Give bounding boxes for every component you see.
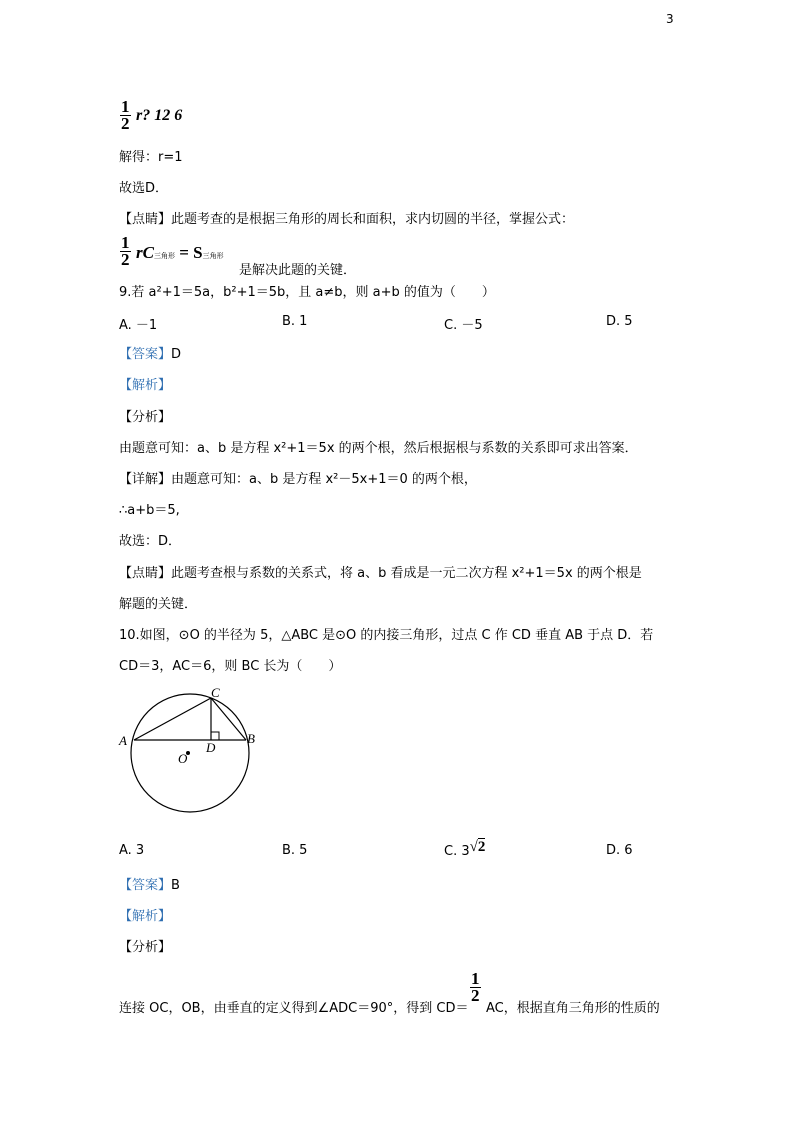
- q9-answer: 【答案】D: [119, 347, 182, 362]
- q9-therefore: ∴a+b＝5,: [119, 503, 180, 518]
- q9-option-d: D. 5: [606, 314, 633, 329]
- segment-cb: [211, 698, 246, 740]
- segment-ac: [134, 698, 211, 740]
- q10-option-b: B. 5: [282, 843, 308, 858]
- q9-comment-line-1: 【点睛】此题考查根与系数的关系式，将 a、b 看成是一元二次方程 x²+1＝5x 的两个根是: [119, 566, 642, 581]
- q9-option-b: B. 1: [282, 314, 308, 329]
- q10-stem-line-2: CD＝3，AC＝6，则 BC 长为（ ）: [119, 659, 342, 674]
- q10-stem-line-1: 10.如图，⊙O 的半径为 5，△ABC 是⊙O 的内接三角形，过点 C 作 CD 垂直 AB 于点 D．若: [119, 628, 654, 643]
- label-a: A: [119, 733, 127, 748]
- q10-fraction-half: $\frac{1}{2}$: [471, 969, 480, 1005]
- formula2-rc: rC三角形 = S三角形: [136, 243, 224, 262]
- q10-fenxi-tag: 【分析】: [119, 940, 172, 955]
- q9-comment-line-2: 解题的关键．: [119, 597, 198, 612]
- label-d: D: [206, 740, 216, 755]
- solve-line: 解得：r=1: [119, 150, 183, 165]
- label-c: C: [211, 685, 220, 700]
- label-b: B: [247, 731, 255, 746]
- comment-line-1: 【点睛】此题考查的是根据三角形的周长和面积，求内切圆的半径，掌握公式：: [119, 212, 575, 227]
- q10-last-pre: 连接 OC，OB，由垂直的定义得到∠ADC＝90°，得到 CD＝: [119, 1001, 469, 1016]
- fraction-half-2: $\frac{1}{2}$: [121, 233, 130, 269]
- q9-option-a: A. －1: [119, 318, 158, 333]
- q10-option-c: C. 3√2: [444, 839, 486, 859]
- choose-line-1: 故选D．: [119, 181, 169, 196]
- label-o: O: [178, 751, 188, 766]
- q9-analysis-tag: 【解析】: [119, 378, 172, 393]
- formula-top-rest: r? 12 6: [136, 107, 183, 124]
- q10-answer: 【答案】B: [119, 878, 180, 893]
- q10-option-a: A. 3: [119, 843, 145, 858]
- q9-detail: 【详解】由题意可知：a、b 是方程 x²－5x+1＝0 的两个根，: [119, 472, 477, 487]
- fraction-half: $\frac{1}{2}$: [121, 97, 130, 133]
- q9-fenxi: 由题意可知：a、b 是方程 x²+1＝5x 的两个根，然后根据根与系数的关系即可求出答案．: [119, 441, 638, 456]
- circle-figure: [110, 680, 270, 815]
- q10-option-d: D. 6: [606, 843, 633, 858]
- q9-option-c: C. －5: [444, 318, 483, 333]
- q10-last-post: AC，根据直角三角形的性质的: [486, 1001, 660, 1016]
- q9-stem: 9.若 a²+1＝5a，b²+1＝5b，且 a≠b，则 a+b 的值为（ ）: [119, 285, 495, 300]
- q10-analysis-tag: 【解析】: [119, 909, 172, 924]
- formula2-suffix: 是解决此题的关键．: [239, 263, 357, 278]
- right-angle-mark: [211, 732, 219, 740]
- q9-choose: 故选：D．: [119, 534, 182, 549]
- page-number: 3: [666, 12, 674, 26]
- q9-fenxi-tag: 【分析】: [119, 410, 172, 425]
